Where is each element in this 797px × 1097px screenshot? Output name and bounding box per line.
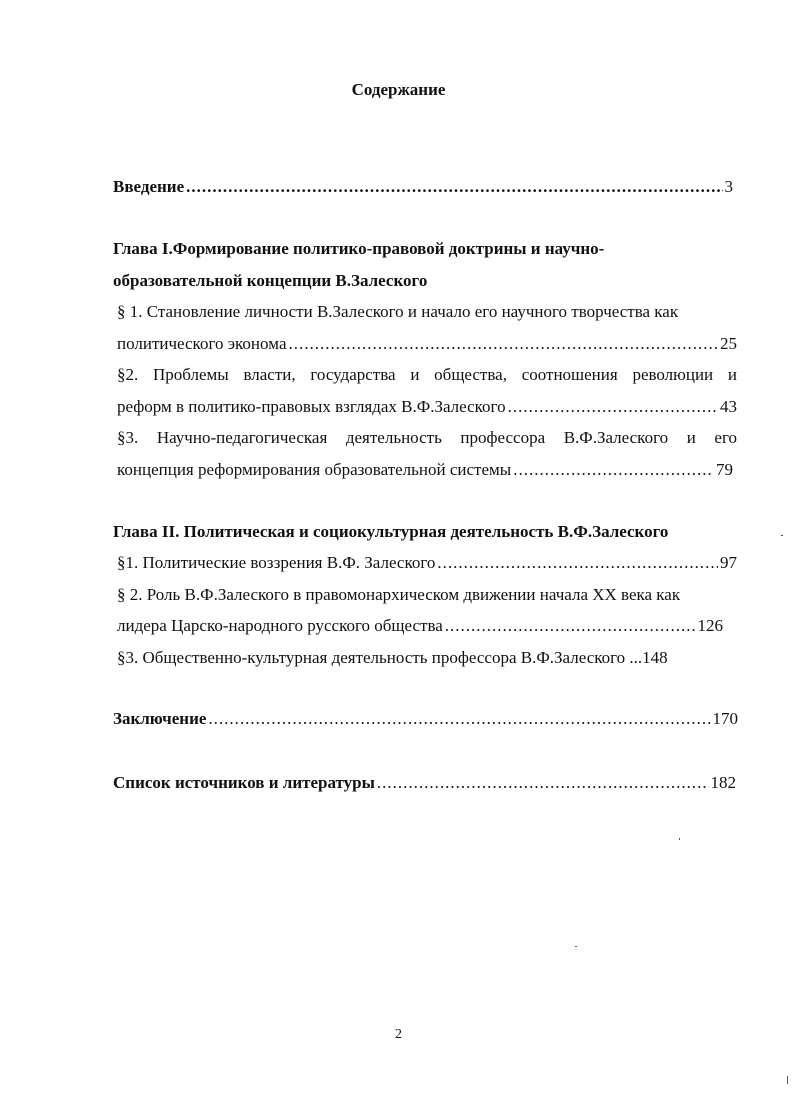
toc-page: 182 bbox=[710, 773, 736, 792]
page-number: 2 bbox=[395, 1027, 402, 1042]
chapter-1-section-1-line-1: § 1. Становление личности В.Залеского и начало его научного творчества как bbox=[117, 302, 679, 321]
toc-entry-ch2-s2 bbox=[117, 615, 723, 637]
toc-label: политического экономa bbox=[117, 334, 287, 353]
dot-leader bbox=[513, 459, 714, 481]
chapter-2-section-2-line-1: § 2. Роль В.Ф.Залеского в правомонархическом движении начала XX века как bbox=[117, 585, 681, 604]
toc-entry-intro bbox=[113, 176, 733, 198]
toc-entry-ch1-s2 bbox=[117, 396, 737, 418]
dot-leader bbox=[508, 396, 718, 418]
chapter-2-section-3: §3. Общественно-культурная деятельность профессора В.Ф.Залеского ...148 bbox=[117, 648, 668, 667]
toc-label: Введение bbox=[113, 177, 185, 196]
toc-label: лидера Царско-народного русского общества bbox=[117, 616, 443, 635]
toc-entry-conclusion bbox=[113, 708, 738, 730]
toc-page: 25 bbox=[720, 334, 737, 353]
page-title: Содержание bbox=[351, 80, 446, 99]
toc-entry-ch2-s1 bbox=[117, 552, 737, 574]
toc-label: концепция реформирования образовательной системы bbox=[117, 460, 512, 479]
chapter-1-heading-line-2: образовательной концепции В.Залеского bbox=[113, 271, 428, 290]
toc-page: 43 bbox=[720, 397, 737, 416]
dot-leader bbox=[437, 552, 718, 574]
toc-entry-ch1-s3 bbox=[117, 459, 733, 481]
dot-leader bbox=[208, 708, 710, 730]
scan-speck bbox=[781, 535, 783, 536]
toc-label: Заключение bbox=[113, 709, 207, 728]
chapter-1-heading-line-1: Глава I.Формирование политико-правовой доктрины и научно- bbox=[113, 239, 605, 258]
toc-entry-sources bbox=[113, 772, 736, 794]
scan-speck bbox=[787, 1076, 788, 1084]
toc-page: 97 bbox=[720, 553, 737, 572]
dot-leader bbox=[289, 333, 718, 355]
scan-speck bbox=[575, 946, 577, 947]
chapter-1-section-3-line-1: §3. Научно-педагогическая деятельность профессора В.Ф.Залеского и его bbox=[117, 428, 737, 447]
toc-label: реформ в политико-правовых взглядах В.Ф.Залеского bbox=[117, 397, 506, 416]
toc-page: 170 bbox=[712, 709, 738, 728]
toc-label: §1. Политические воззрения В.Ф. Залеского bbox=[117, 553, 436, 572]
toc-page: 126 bbox=[697, 616, 723, 635]
scan-speck bbox=[679, 838, 680, 840]
dot-leader bbox=[377, 772, 709, 794]
toc-label: Список источников и литературы bbox=[113, 773, 375, 792]
chapter-1-section-2-line-1: §2. Проблемы власти, государства и общества, соотношения революции и bbox=[117, 365, 737, 384]
dot-leader bbox=[186, 176, 722, 198]
dot-leader bbox=[445, 615, 696, 637]
toc-page: 3 bbox=[724, 177, 733, 196]
toc-entry-ch1-s1 bbox=[117, 333, 737, 355]
toc-page: 79 bbox=[716, 460, 733, 479]
chapter-2-heading: Глава II. Политическая и социокультурная деятельность В.Ф.Залеского bbox=[113, 522, 669, 541]
